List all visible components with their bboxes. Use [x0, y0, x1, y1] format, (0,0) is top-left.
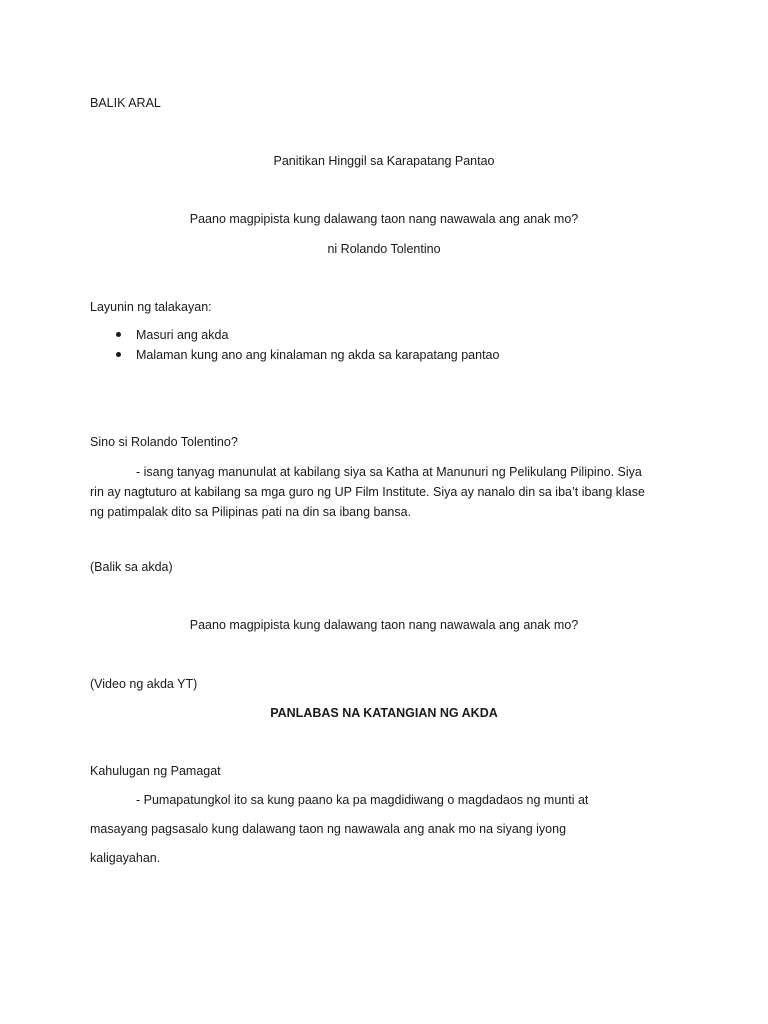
title-meaning-line-3: kaligayahan. [90, 851, 161, 865]
work-title: Paano magpipista kung dalawang taon nang nawawala ang anak mo? [189, 212, 579, 226]
objectives-heading: Layunin ng talakayan: [90, 300, 212, 314]
title-meaning-line-1: - Pumapatungkol ito sa kung paano ka pa magdidiwang o magdadaos ng munti at [136, 793, 589, 807]
author-line: ni Rolando Tolentino [327, 242, 441, 256]
title-meaning-heading: Kahulugan ng Pamagat [90, 764, 221, 778]
back-to-work-note: (Balik sa akda) [90, 560, 173, 574]
author-bio: - isang tanyag manunulat at kabilang siya sa Katha at Manunuri ng Pelikulang Pilipino. Siya rin ay nagtuturo at kabilang sa mga guro ng UP Film Institute. Siya ay nanalo din sa iba’t ibang klase ng patimpalak dito sa Pilipinas pati na din sa ibang bansa. [90, 465, 645, 519]
bullet-icon [116, 352, 121, 357]
external-features-heading: PANLABAS NA KATANGIAN NG AKDA [270, 706, 498, 720]
author-question: Sino si Rolando Tolentino? [90, 435, 238, 449]
title-meaning-line-2: masayang pagsasalo kung dalawang taon ng nawawala ang anak mo na siyang iyong [90, 822, 567, 836]
objective-text: Masuri ang akda [136, 328, 229, 342]
video-note: (Video ng akda YT) [90, 677, 198, 691]
objective-text: Malaman kung ano ang kinalaman ng akda sa karapatang pantao [136, 348, 500, 362]
topic-title: Panitikan Hinggil sa Karapatang Pantao [273, 154, 495, 168]
balik-aral-heading: BALIK ARAL [90, 96, 161, 110]
bullet-icon [116, 332, 121, 337]
work-title-repeat: Paano magpipista kung dalawang taon nang nawawala ang anak mo? [189, 618, 579, 632]
